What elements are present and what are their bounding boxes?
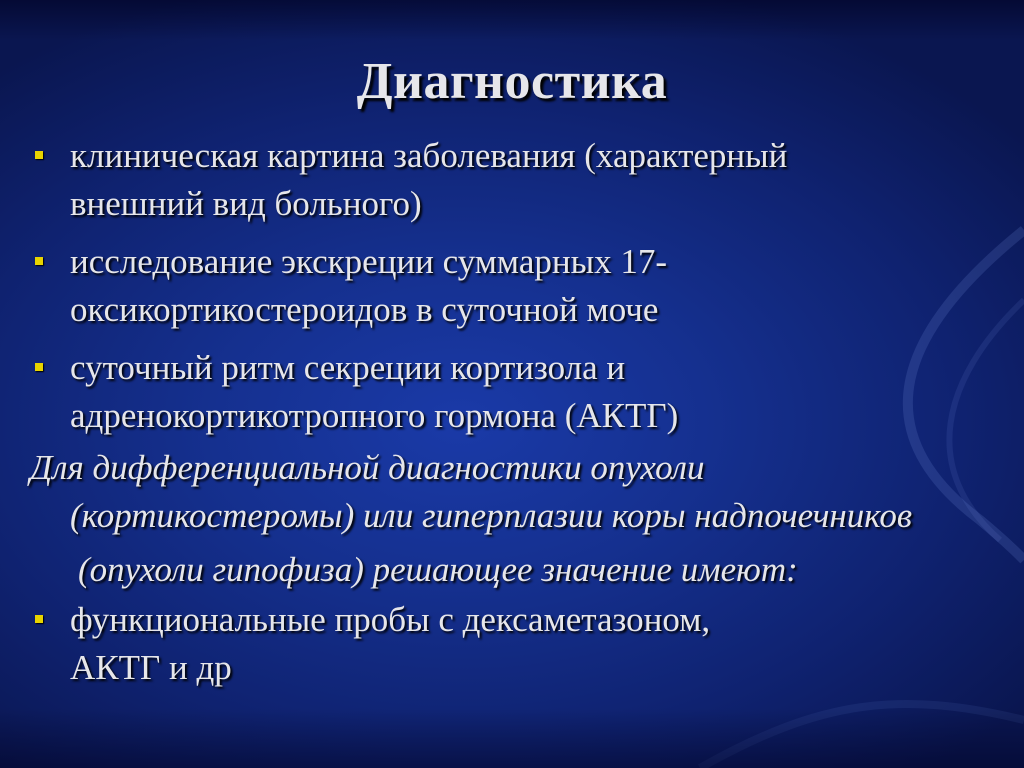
- bullet-item-excretion-study: [30, 238, 1005, 334]
- differential-diagnosis-note: [30, 444, 1005, 594]
- square-bullet-icon: [35, 257, 43, 265]
- note-line2: (кортикостеромы) или гиперплазии коры надпочечников: [70, 496, 913, 535]
- bullet-text-line2: адренокортикотропного гормона (АКТГ): [70, 396, 679, 435]
- bullet-text-line2: внешний вид больного): [70, 184, 422, 223]
- bullet-item-clinical-picture: [30, 132, 1005, 228]
- bullet-text-line1: суточный ритм секреции кортизола и: [70, 348, 626, 387]
- note-line3: (опухоли гипофиза) решающее значение имеют:: [78, 550, 798, 589]
- square-bullet-icon: [35, 363, 43, 371]
- bullet-text-line1: клиническая картина заболевания (характерный: [70, 136, 788, 175]
- bullet-item-cortisol-rhythm: [30, 344, 1005, 440]
- bullet-text-line1: функциональные пробы с дексаметазоном,: [70, 600, 711, 639]
- square-bullet-icon: [35, 615, 43, 623]
- note-line1: Для дифференциальной диагностики опухоли: [30, 448, 705, 487]
- bullet-text-line2: оксикортикостероидов в суточной моче: [70, 290, 659, 329]
- bullet-text-line1: исследование экскреции суммарных 17-: [70, 242, 668, 281]
- square-bullet-icon: [35, 151, 43, 159]
- bullet-text-line2: АКТГ и др: [70, 648, 232, 687]
- slide-title: Диагностика: [356, 53, 668, 110]
- bullet-item-functional-tests: [30, 596, 1005, 692]
- slide-content: [30, 132, 1005, 702]
